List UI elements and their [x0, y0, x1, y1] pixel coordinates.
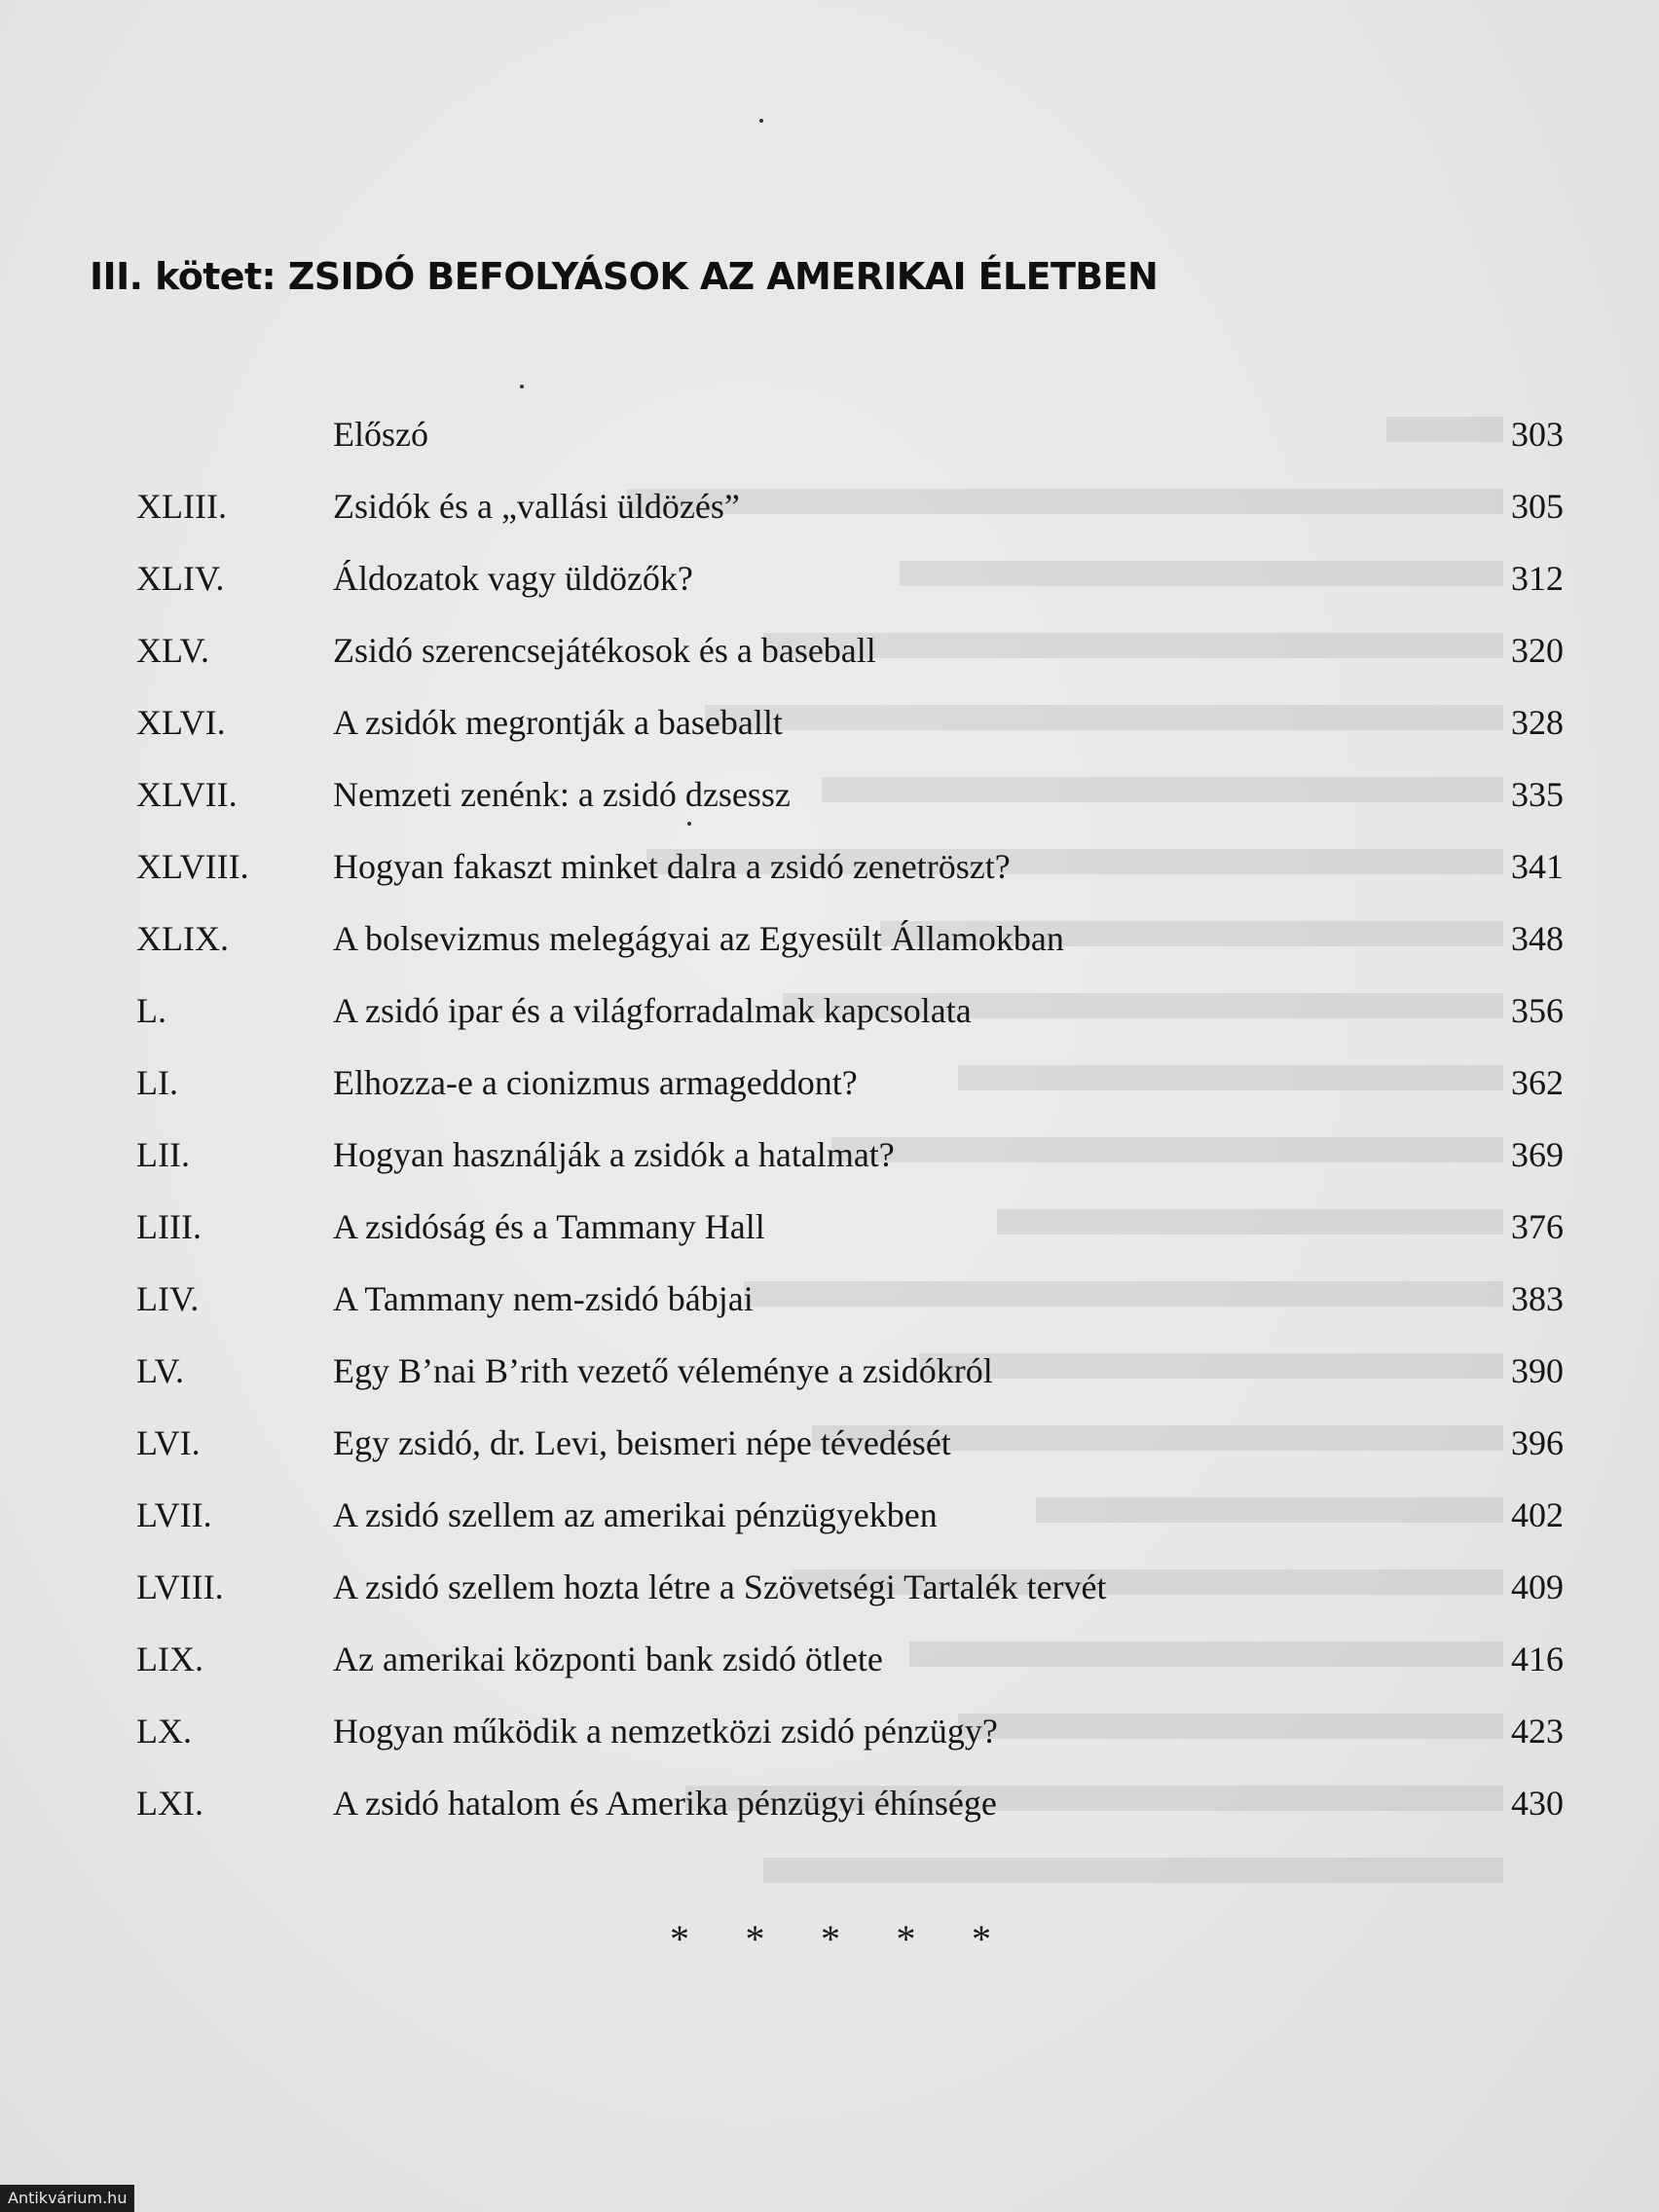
toc-entry[interactable]: [0, 1270, 1659, 1328]
chapter-number: LVI.: [136, 1423, 201, 1462]
chapter-title: Zsidó szerencsejátékosok és a baseball: [333, 631, 876, 670]
chapter-number: LVII.: [136, 1495, 212, 1534]
toc-entry[interactable]: [0, 1053, 1659, 1112]
chapter-number: LII.: [136, 1135, 190, 1174]
toc-entry[interactable]: [0, 1702, 1659, 1760]
chapter-title: Áldozatok vagy üldözők?: [333, 559, 693, 598]
page-number: 396: [1511, 1423, 1564, 1462]
chapter-title: A zsidó hatalom és Amerika pénzügyi éhínsége: [333, 1784, 997, 1823]
page-number: 356: [1511, 991, 1564, 1030]
page-number: 312: [1511, 559, 1564, 598]
toc-entry[interactable]: [0, 1486, 1659, 1544]
separator-star: *: [670, 1917, 689, 1961]
toc-entry[interactable]: [0, 477, 1659, 535]
toc-entry[interactable]: [0, 693, 1659, 752]
page-number: 303: [1511, 415, 1564, 454]
chapter-number: LIII.: [136, 1207, 202, 1246]
page-number: 328: [1511, 703, 1564, 742]
chapter-number: LV.: [136, 1351, 185, 1390]
toc-entry[interactable]: [0, 909, 1659, 968]
chapter-title: A Tammany nem-zsidó bábjai: [333, 1279, 754, 1318]
chapter-title: A zsidók megrontják a baseballt: [333, 703, 783, 742]
chapter-title: Elhozza-e a cionizmus armageddont?: [333, 1063, 858, 1102]
chapter-number: XLV.: [136, 631, 210, 670]
toc-entry[interactable]: [0, 621, 1659, 680]
chapter-number: XLVIII.: [136, 847, 249, 886]
chapter-title: Előszó: [333, 415, 428, 454]
chapter-title: A zsidó szellem hozta létre a Szövetségi Tartalék tervét: [333, 1567, 1107, 1606]
dust-speck: [520, 385, 524, 388]
chapter-number: LXI.: [136, 1784, 203, 1823]
chapter-title: A zsidóság és a Tammany Hall: [333, 1207, 765, 1246]
toc-entry[interactable]: [0, 1414, 1659, 1472]
toc-entry[interactable]: [0, 1198, 1659, 1256]
toc-entry[interactable]: [0, 1558, 1659, 1616]
toc-entry[interactable]: [0, 1342, 1659, 1400]
toc-entry[interactable]: [0, 981, 1659, 1040]
page-number: 369: [1511, 1135, 1564, 1174]
chapter-number: XLIII.: [136, 487, 227, 526]
page-number: 383: [1511, 1279, 1564, 1318]
page-number: 430: [1511, 1784, 1564, 1823]
chapter-title: Hogyan működik a nemzetközi zsidó pénzügy?: [333, 1712, 998, 1751]
chapter-number: XLIV.: [136, 559, 225, 598]
chapter-number: XLVI.: [136, 703, 226, 742]
page-number: 409: [1511, 1567, 1564, 1606]
page-number: 362: [1511, 1063, 1564, 1102]
page-number: 423: [1511, 1712, 1564, 1751]
chapter-title: A bolsevizmus melegágyai az Egyesült Államokban: [333, 919, 1064, 958]
chapter-title: Egy zsidó, dr. Levi, beismeri népe tévedését: [333, 1423, 951, 1462]
chapter-title: A zsidó szellem az amerikai pénzügyekben: [333, 1495, 938, 1534]
toc-entry[interactable]: [0, 1125, 1659, 1184]
volume-heading: III. kötet: ZSIDÓ BEFOLYÁSOK AZ AMERIKAI ÉLETBEN: [90, 255, 1159, 298]
chapter-number: LI.: [136, 1063, 178, 1102]
dust-speck: [759, 119, 763, 123]
chapter-title: Hogyan fakaszt minket dalra a zsidó zenetröszt?: [333, 847, 1011, 886]
chapter-title: Hogyan használják a zsidók a hatalmat?: [333, 1135, 895, 1174]
chapter-number: L.: [136, 991, 166, 1030]
page-number: 390: [1511, 1351, 1564, 1390]
page-number: 305: [1511, 487, 1564, 526]
separator-star: *: [821, 1917, 840, 1961]
chapter-number: LIV.: [136, 1279, 200, 1318]
page-number: 335: [1511, 775, 1564, 814]
chapter-title: Az amerikai központi bank zsidó ötlete: [333, 1640, 883, 1678]
chapter-number: XLVII.: [136, 775, 238, 814]
separator-star: *: [745, 1917, 765, 1961]
chapter-title: Nemzeti zenénk: a zsidó dzsessz: [333, 775, 791, 814]
page-number: 348: [1511, 919, 1564, 958]
page-number: 320: [1511, 631, 1564, 670]
page-number: 341: [1511, 847, 1564, 886]
page-number: 376: [1511, 1207, 1564, 1246]
chapter-title: Egy B’nai B’rith vezető véleménye a zsidókról: [333, 1351, 993, 1390]
toc-entry[interactable]: [0, 1630, 1659, 1688]
chapter-title: Zsidók és a „vallási üldözés”: [333, 487, 740, 526]
section-separator: [670, 1916, 991, 1962]
separator-star: *: [896, 1917, 916, 1961]
chapter-number: LX.: [136, 1712, 192, 1751]
page-number: 416: [1511, 1640, 1564, 1678]
chapter-number: LIX.: [136, 1640, 203, 1678]
page-number: 402: [1511, 1495, 1564, 1534]
toc-entry-foreword[interactable]: [0, 405, 1659, 463]
chapter-number: XLIX.: [136, 919, 229, 958]
separator-star: *: [972, 1917, 991, 1961]
toc-entry[interactable]: [0, 837, 1659, 896]
toc-entry[interactable]: [0, 765, 1659, 824]
chapter-number: LVIII.: [136, 1567, 224, 1606]
toc-entry[interactable]: [0, 1774, 1659, 1832]
toc-entry[interactable]: [0, 549, 1659, 608]
source-watermark: Antikvárium.hu: [0, 2185, 134, 2212]
chapter-title: A zsidó ipar és a világforradalmak kapcsolata: [333, 991, 972, 1030]
dust-speck: [687, 822, 691, 826]
